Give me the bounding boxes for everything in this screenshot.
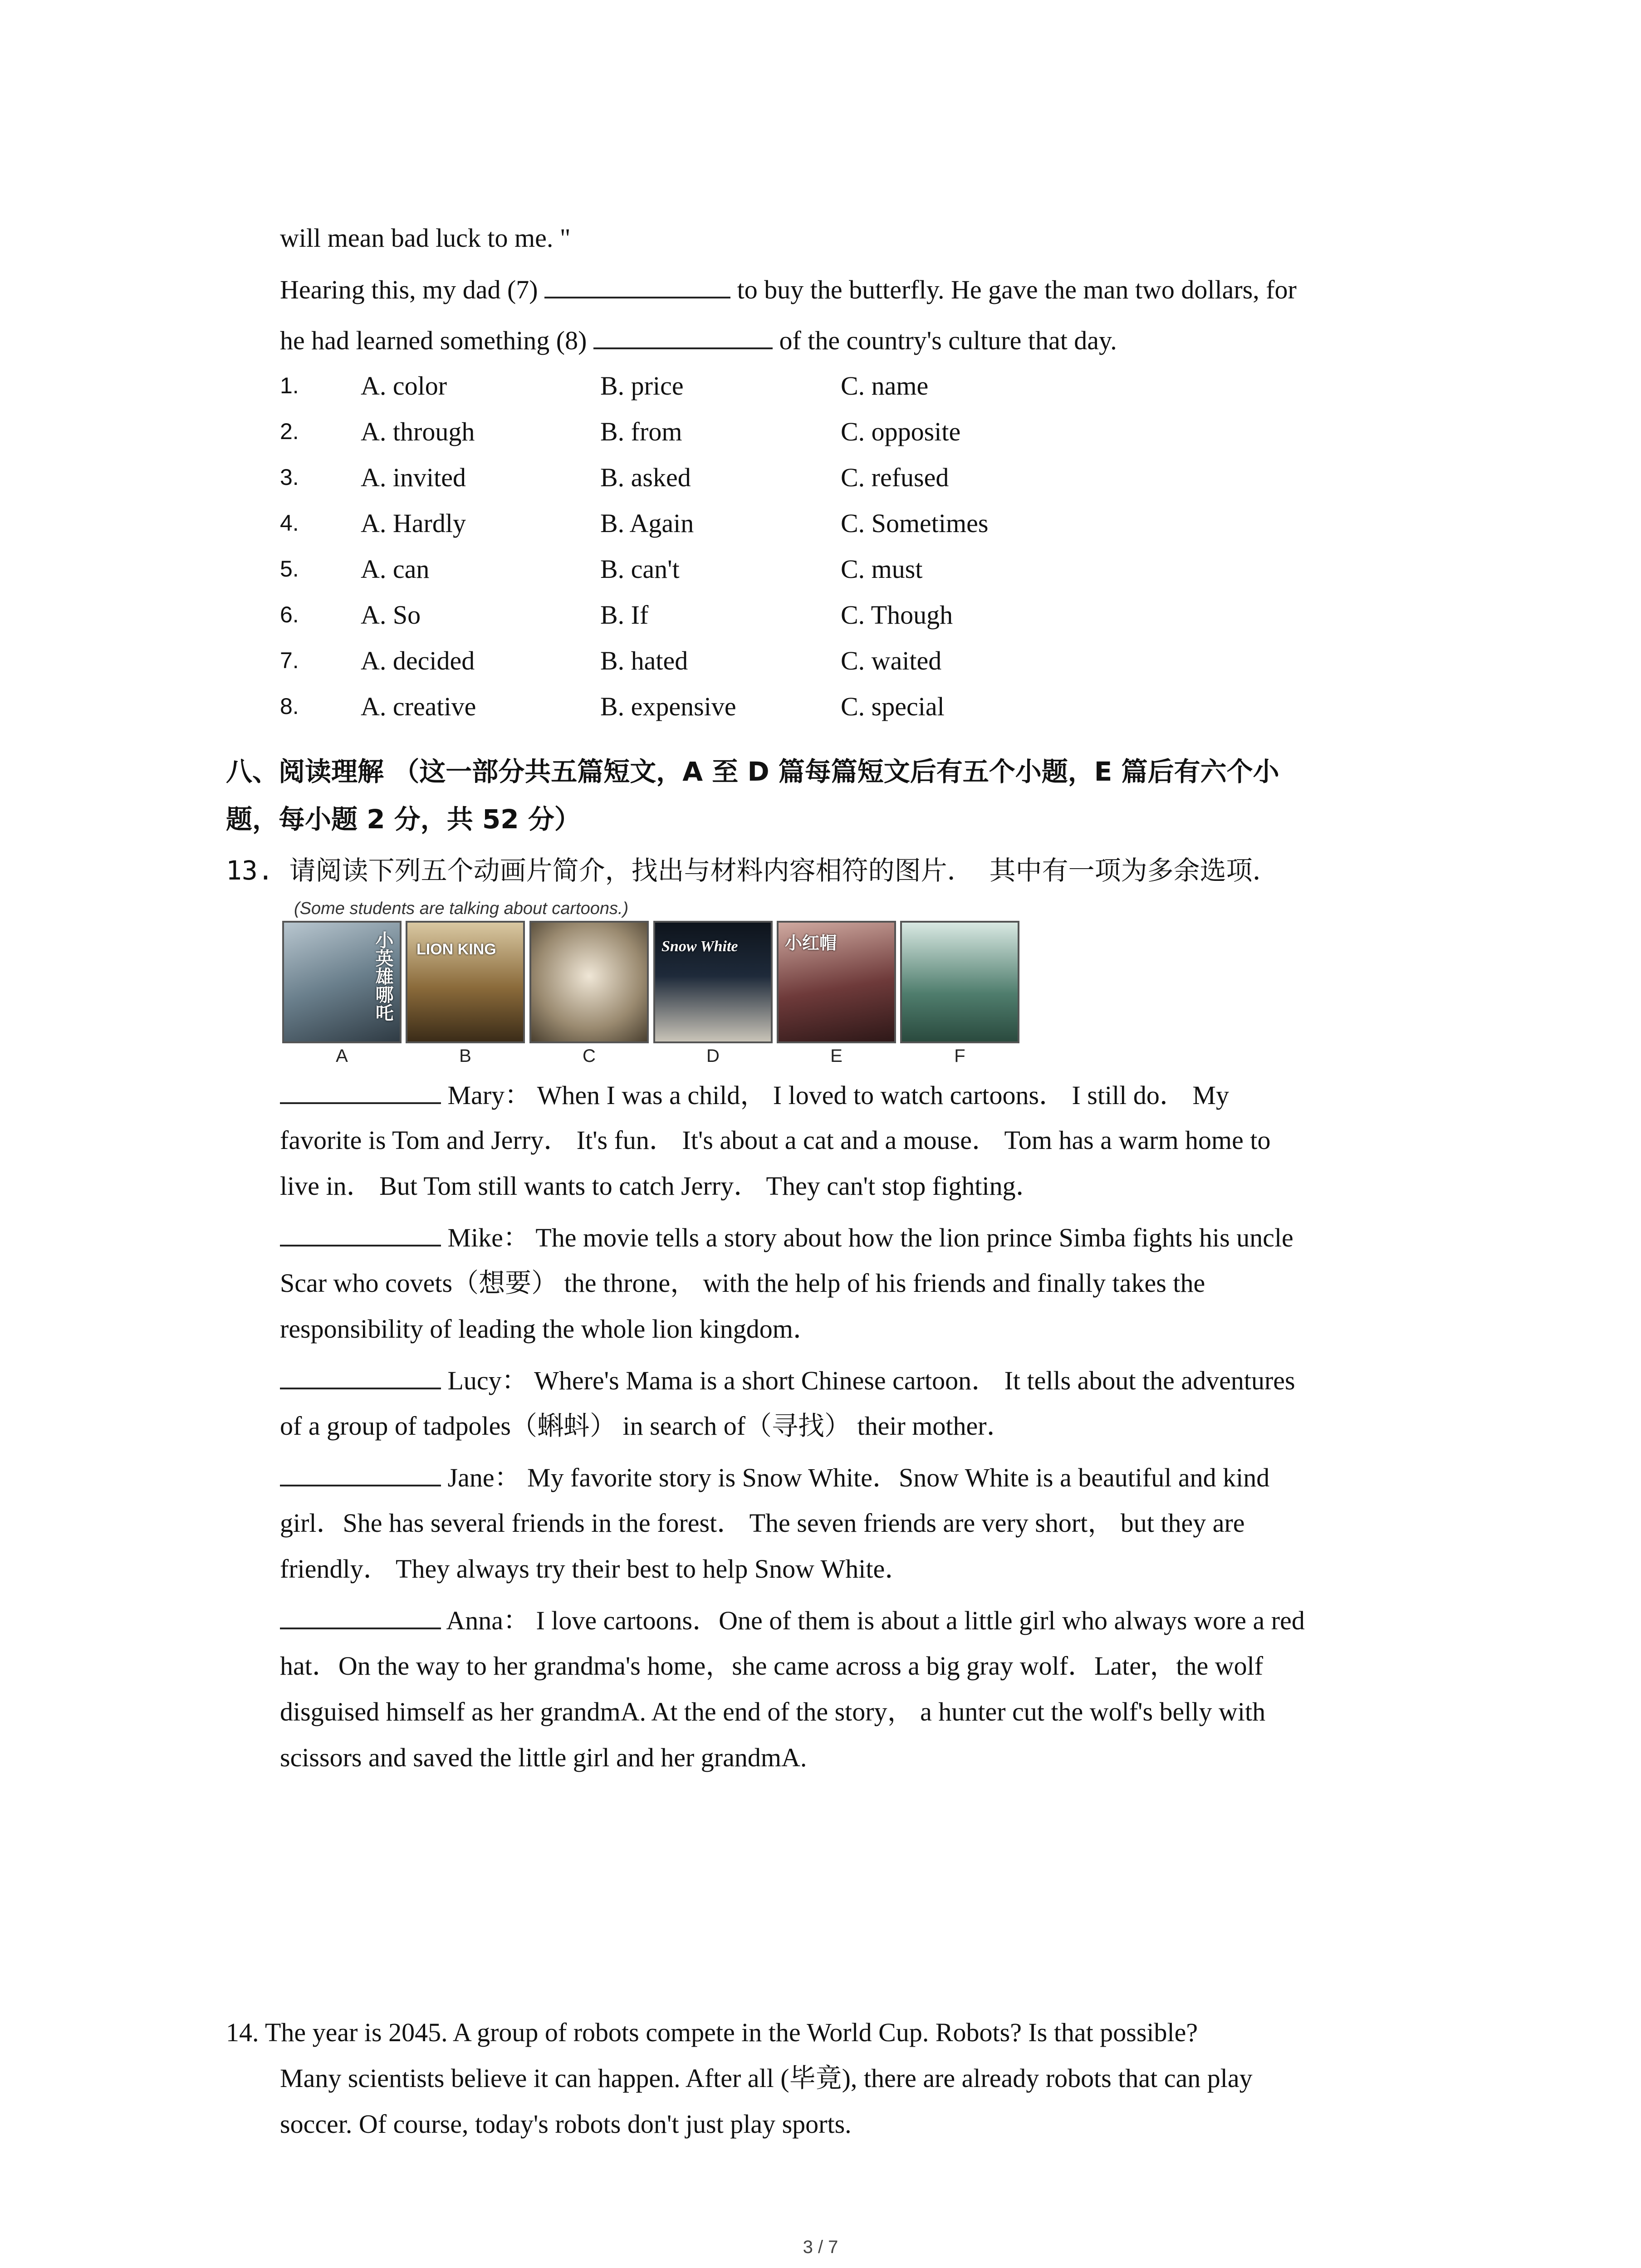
- option-c[interactable]: C. waited: [841, 646, 942, 675]
- option-c[interactable]: C. must: [841, 554, 923, 584]
- passage-line-2: [280, 276, 1297, 303]
- option-b[interactable]: B. expensive: [600, 692, 736, 721]
- q13-text-segment: Lucy： Where's Mama is a short Chinese cartoon． It tells about the adventures: [447, 1366, 1295, 1395]
- option-c[interactable]: C. refused: [841, 463, 949, 492]
- answer-blank[interactable]: [280, 1607, 441, 1629]
- passage-line-1: will mean bad luck to me. ": [280, 223, 571, 253]
- blank-7[interactable]: [544, 276, 730, 298]
- option-a[interactable]: A. invited: [361, 463, 466, 492]
- option-b[interactable]: B. from: [600, 417, 682, 446]
- option-a[interactable]: A. creative: [361, 692, 476, 721]
- option-b[interactable]: B. hated: [600, 646, 688, 675]
- section-heading-line-1: 八、阅读理解 （这一部分共五篇短文，A 至 D 篇每篇短文后有五个小题，E 篇后有六个小: [226, 756, 1279, 787]
- option-number: 4.: [280, 510, 299, 536]
- poster-letter: E: [830, 1046, 843, 1066]
- passage-line-3-end: of the country's culture that day.: [779, 326, 1117, 355]
- passage-line-2-end: to buy the butterfly. He gave the man two dollars, for: [737, 275, 1297, 304]
- q13-text-line: responsibility of leading the whole lion kingdom．: [280, 1314, 819, 1344]
- option-a[interactable]: A. through: [361, 417, 475, 446]
- poster-d: [653, 921, 773, 1043]
- q13-text-line: of a group of tadpoles（蝌蚪） in search of（寻找） their mother．: [280, 1411, 1013, 1441]
- q13-text-line: [280, 1081, 1229, 1109]
- q13-text-line: scissors and saved the little girl and her grandmA.: [280, 1743, 807, 1772]
- poster-letter: C: [583, 1046, 596, 1066]
- q13-prompt: 13. 请阅读下列五个动画片简介，找出与材料内容相符的图片． 其中有一项为多余选项．: [226, 855, 1279, 886]
- passage-line-2-start: Hearing this, my dad (7): [280, 275, 538, 304]
- page-number: 3 / 7: [803, 2237, 838, 2257]
- option-c[interactable]: C. special: [841, 692, 945, 721]
- option-b[interactable]: B. price: [600, 371, 684, 401]
- poster-a: [282, 921, 402, 1043]
- option-b[interactable]: B. asked: [600, 463, 691, 492]
- option-number: 1.: [280, 373, 299, 398]
- option-b[interactable]: B. Again: [600, 508, 694, 538]
- q14-line-2: Many scientists believe it can happen. After all (毕竟), there are already robots that can play: [280, 2063, 1253, 2093]
- option-c[interactable]: C. Sometimes: [841, 508, 989, 538]
- option-a[interactable]: A. can: [361, 554, 430, 584]
- q14-line-1: 14. The year is 2045. A group of robots compete in the World Cup. Robots? Is that possible?: [226, 2018, 1198, 2047]
- q13-text-segment: Jane： My favorite story is Snow White．Snow White is a beautiful and kind: [447, 1463, 1270, 1492]
- q13-text-line: Scar who covets（想要） the throne， with the help of his friends and finally takes the: [280, 1268, 1205, 1298]
- option-a[interactable]: A. Hardly: [361, 508, 466, 538]
- poster-letter: B: [459, 1046, 471, 1066]
- answer-blank[interactable]: [280, 1367, 441, 1389]
- q13-text-line: girl．She has several friends in the forest． The seven friends are very short， but they are: [280, 1508, 1245, 1538]
- poster-a-title: 小英雄哪吒: [373, 931, 393, 1022]
- poster-letter: D: [706, 1046, 720, 1066]
- image-caption: (Some students are talking about cartoons.): [294, 899, 629, 918]
- option-a[interactable]: A. color: [361, 371, 447, 401]
- poster-e-title: 小红帽: [785, 934, 837, 953]
- q13-text-line: hat．On the way to her grandma's home，she came across a big gray wolf．Later，the wolf: [280, 1651, 1264, 1681]
- option-number: 3.: [280, 464, 299, 490]
- answer-blank[interactable]: [280, 1224, 441, 1246]
- answer-blank[interactable]: [280, 1464, 441, 1486]
- poster-b-title: LION KING: [416, 941, 496, 958]
- option-a[interactable]: A. So: [361, 600, 421, 630]
- q13-text-line: [280, 1607, 1305, 1634]
- answer-blank[interactable]: [280, 1081, 441, 1104]
- q13-text-line: [280, 1464, 1269, 1491]
- q13-text-line: friendly． They always try their best to help Snow White．: [280, 1554, 911, 1584]
- poster-e: [777, 921, 896, 1043]
- poster-b: [406, 921, 525, 1043]
- option-c[interactable]: C. name: [841, 371, 929, 401]
- q13-text-line: live in． But Tom still wants to catch Jerry． They can't stop fighting．: [280, 1171, 1042, 1201]
- option-a[interactable]: A. decided: [361, 646, 475, 675]
- option-c[interactable]: C. opposite: [841, 417, 961, 446]
- q13-text-line: [280, 1224, 1293, 1251]
- poster-f: [900, 921, 1019, 1043]
- option-b[interactable]: B. can't: [600, 554, 680, 584]
- poster-c: [529, 921, 649, 1043]
- q13-text-segment: Mary： When I was a child， I loved to watch cartoons． I still do． My: [447, 1080, 1229, 1110]
- q13-text-segment: Anna： I love cartoons．One of them is about a little girl who always wore a red: [446, 1606, 1305, 1635]
- passage-line-3: [280, 327, 1117, 354]
- option-number: 8.: [280, 694, 299, 719]
- q13-text-line: favorite is Tom and Jerry． It's fun． It's about a cat and a mouse． Tom has a warm home to: [280, 1125, 1271, 1155]
- poster-letter: F: [954, 1046, 965, 1066]
- section-heading-line-2: 题，每小题 2 分，共 52 分）: [226, 804, 581, 835]
- poster-d-title: Snow White: [661, 938, 738, 955]
- q13-text-line: disguised himself as her grandmA. At the end of the story， a hunter cut the wolf's belly with: [280, 1697, 1266, 1726]
- option-number: 7.: [280, 648, 299, 673]
- q13-text-line: [280, 1367, 1295, 1394]
- option-b[interactable]: B. If: [600, 600, 649, 630]
- option-number: 6.: [280, 602, 299, 627]
- blank-8[interactable]: [593, 327, 773, 349]
- poster-letter: A: [336, 1046, 348, 1066]
- passage-line-3-start: he had learned something (8): [280, 326, 587, 355]
- option-number: 5.: [280, 556, 299, 582]
- q14-line-3: soccer. Of course, today's robots don't just play sports.: [280, 2109, 852, 2139]
- option-c[interactable]: C. Though: [841, 600, 953, 630]
- option-number: 2.: [280, 419, 299, 444]
- q13-text-segment: Mike： The movie tells a story about how the lion prince Simba fights his uncle: [447, 1223, 1293, 1252]
